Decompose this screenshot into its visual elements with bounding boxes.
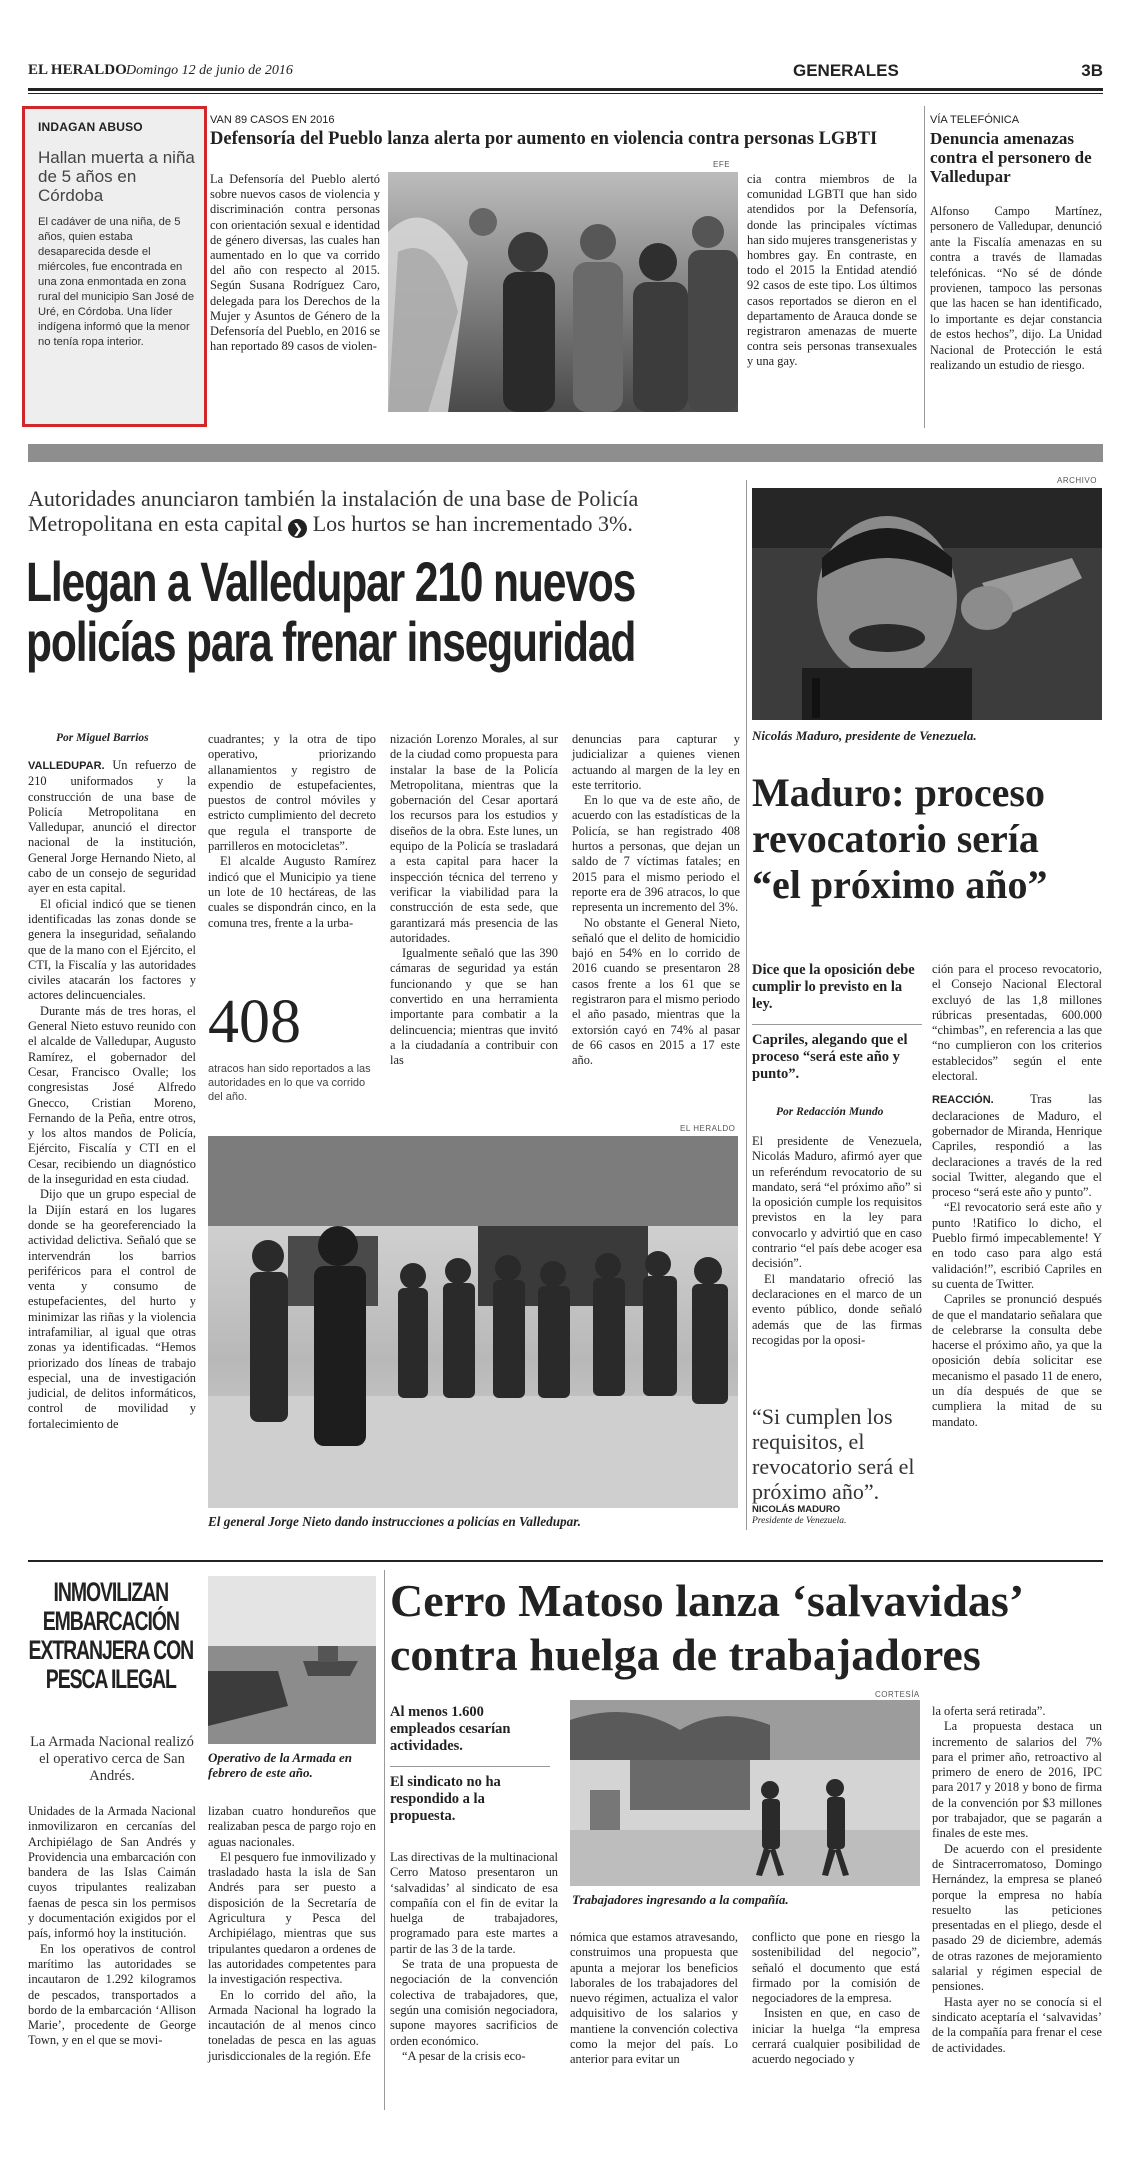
bottom-section-rule bbox=[28, 1560, 1103, 1562]
cerro-col3: conflicto que pone en riesgo la sostenibilidad del negocio”, señaló el documento que está firmado por la comisión de negociadores de la empresa. Insisten en que, en caso de iniciar la huelga “la empresa cerrará cualquier posibilidad de acuerdo negociado y bbox=[752, 1930, 920, 2067]
armada-col2: lizaban cuatro hondureños que realizaban pesca de pargo rojo en aguas nacionales. El pesquero fue inmovilizado y trasladado hasta la isla de San Andrés para ser puesto a disposición de la Secretaría de Agricultura y Pesca del Archipiélago, mientras que sus tripulantes quedaron a ordenes de las autoridades competentes para la investigación respectiva. En lo corrido del año, la Armada Nacional ha logrado la incautación de al menos cinco toneladas de pesca en las aguas jurisdiccionales de la región. Efe bbox=[208, 1804, 376, 2063]
armada-photo bbox=[208, 1576, 376, 1744]
maduro-summary-1: Dice que la oposición debe cumplir lo previsto en la ley. bbox=[752, 962, 915, 1012]
cerro-col2: nómica que estamos atravesando, construimos una propuesta que apunta a mejorar los beneficios laborales de los trabajadores del nuevo régimen, actualiza el valor adquisitivo de los salarios y mantiene la convención colectiva como la mejor del país. Lo anterior para evitar un bbox=[570, 1930, 738, 2067]
police-headline bbox=[26, 552, 771, 672]
cerro-col1: Las directivas de la multinacional Cerro Matoso presentaron un ‘salvadidas’ al sindicato de esa compañía con el fin de evitar la huelga de trabajadores, programado para este martes a partir de las 3 de la tarde. Se trata de una propuesta de negociación de la convención colectiva de trabajadores, que, según una comisión negociadora, supone mayores sacrificios de orden económico. “A pesar de la crisis eco- bbox=[390, 1850, 558, 2063]
cerro-photo-caption: Trabajadores ingresando a la compañía. bbox=[572, 1892, 789, 1907]
quote-role: Presidente de Venezuela. bbox=[752, 1516, 847, 1526]
lgbti-col1: La Defensoría del Pueblo alertó sobre nuevos casos de violencia y discriminación contra personas con orientación sexual e identidad de género diversas, las cuales han aumentado en lo que va corrido del año con respecto al 2015. Según Susana Rodríguez Caro, delegada para los Derechos de la Mujer y Asuntos de Género de la Defensoría del Pueblo, en 2016 se han reportado 89 casos de violen- bbox=[210, 172, 380, 354]
police-col3: nización Lorenzo Morales, al sur de la ciudad como propuesta para instalar la base de la Policía Metropolitana, mientras que la gobernación del Cesar aportará los recursos para los estudios y diseños de la obra. Este lunes, un equipo de la Policía se trasladará a esta capital para hacer la inspección técnica del terreno y verificar la viabilidad para la construcción de esta sede, que garantizará más presencia de las autoridades. Igualmente señaló que las 390 cámaras de seguridad ya están funcionando y que se han convertido en una herramienta importante para combatir a la delincuencia; mientras que invitó a la ciudadanía a contribuir con las bbox=[390, 732, 558, 1068]
cerro-photo-image bbox=[570, 1700, 920, 1886]
police-headline-line1: Llegan a Valledupar 210 nuevos bbox=[26, 550, 636, 613]
maduro-col2: ción para el proceso revocatorio, el Consejo Nacional Electoral excluyó de las 1,8 millones rúbricas presentadas, 600.000 “chimbas”, en referencia a las que “no cumplieron con los criterios establecidos” según el ente electoral. REACCIÓN. Tras las declaraciones de Maduro, el gobernador de Miranda, Henrique Capriles, respondió a las declaraciones a través de la red social Twitter, alegando que el proceso “será este año y punto”. “El revocatorio será este año y punto !Ratifico lo dicho, el Pueblo firmó impecablemente! Y en todo caso para algo está validación!”, escribió Capriles en su cuenta de Twitter. Capriles se pronunció después de que el mandatario señalara que de celebrarse la consulta debe hacerse el próximo año, ya que la oposición debía solicitar ese mecanismo el pasado 11 de enero, un día después de que se cumpliera la mitad de su mandato. bbox=[932, 962, 1102, 1429]
police-col4: denuncias para capturar y judicializar a quienes vienen actuando al margen de la ley en este territorio. En lo que va de este año, de acuerdo con las estadísticas de la Policía, se han registrado 408 hurtos a personas, que dejan un saldo de 7 víctimas fatales; en 2015 para el mismo periodo el reporte era de 396 atracos, lo que representa un incremento del 3%. No obstante el General Nieto, señaló que el delito de homicidio bajó en 54% en lo corrido de 2016 cuando se presentaron 28 casos frente a los 61 que se registraron para el mismo periodo el año pasado, mientras que la extorsión cayó en 74% al pasar de 66 casos en 2015 a 17 este año. bbox=[572, 732, 740, 1068]
lgbti-photo-image bbox=[388, 172, 738, 412]
police-photo-image bbox=[208, 1136, 738, 1508]
column-divider bbox=[746, 480, 747, 1530]
maduro-photo bbox=[752, 488, 1102, 720]
police-col2: cuadrantes; y la otra de tipo operativo, priorizando allanamientos y registro de expendio de estupefacientes, puestos de control móviles y estricto cumplimiento del decreto que regula el transporte de parrilleros en motocicletas”. El alcalde Augusto Ramírez indicó que el Municipio ya tiene un lote de 10 hectáreas, de las cuales se dispondrán cinco, en la comuna tres, frente a la urba- bbox=[208, 732, 376, 930]
phone-kicker: VÍA TELEFÓNICA bbox=[930, 114, 1020, 126]
armada-headline: INMOVILIZAN EMBARCACIÓN EXTRANJERA CON PESCA ILEGAL bbox=[28, 1577, 194, 1694]
phone-text: Alfonso Campo Martínez, personero de Valledupar, denunció ante la Fiscalía amenazas en su contra a través de llamadas telefónicas. “No sé de dónde provienen, tampoco las personas que las hacen se han identificado, lo importante es dejar constancia de estos hechos”, dijo. La Unidad Nacional de Protección le está realizando un estudio de riesgo. bbox=[930, 204, 1102, 373]
column-divider bbox=[924, 106, 925, 428]
cerro-summary-rule bbox=[390, 1766, 550, 1767]
stat-number: 408 bbox=[208, 988, 301, 1056]
armada-col1: Unidades de la Armada Nacional inmovilizaron en cercanías del Archipiélago de San Andrés y Providencia una embarcación con bandera de las Islas Caimán cuyos tripulantes realizaban faenas de pesca sin los permisos y documentación exigidos por el país, informó hoy la institución. En los operativos de control marítimo las autoridades se incautaron de 1.292 kilogramos de pescados, transportados a bordo de la embarcación ‘Allison Marie’, procedente de George Town, y en el que se movi- bbox=[28, 1804, 196, 2048]
cerro-headline-line1: Cerro Matoso lanza ‘salvavidas’ bbox=[390, 1575, 1025, 1626]
police-photo-credit: EL HERALDO bbox=[680, 1124, 736, 1133]
cerro-summary-2: El sindicato no ha respondido a la propuesta. bbox=[390, 1774, 501, 1824]
lgbti-photo bbox=[388, 172, 738, 412]
lgbti-kicker: VAN 89 CASOS EN 2016 bbox=[210, 114, 335, 126]
maduro-headline-line1: Maduro: proceso bbox=[752, 770, 1045, 815]
lgbti-col2: cia contra miembros de la comunidad LGBTI que han sido atendidos por la Defensoría, donde las principales víctimas han sido mujeres transgeneristas y hombres gay. En contraste, en todo el 2015 la Entidad atendió 92 casos de este tipo. Los últimos casos reportados se dieron en el departamento de Arauca donde se registraron amenazas de muerte contra seis personas transexuales y una gay. bbox=[747, 172, 917, 369]
maduro-summary-2: Capriles, alegando que el proceso “será este año y punto”. bbox=[752, 1032, 908, 1082]
armada-photo-image bbox=[208, 1576, 376, 1744]
arrow-circle-icon: ❯ bbox=[288, 519, 307, 538]
issue-date: Domingo 12 de junio de 2016 bbox=[126, 63, 293, 78]
cerro-headline bbox=[390, 1574, 1110, 1682]
phone-headline: Denuncia amenazas contra el personero de Valledupar bbox=[930, 129, 1092, 186]
police-photo-caption: El general Jorge Nieto dando instrucciones a policías en Valledupar. bbox=[208, 1514, 581, 1529]
cerro-headline-line2: contra huelga de trabajadores bbox=[390, 1629, 981, 1680]
maduro-byline: Por Redacción Mundo bbox=[776, 1106, 884, 1118]
armada-summary: La Armada Nacional realizó el operativo cerca de San Andrés. bbox=[30, 1734, 194, 1784]
section-name: GENERALES bbox=[793, 61, 899, 80]
masthead bbox=[28, 58, 1103, 88]
page-number: 3B bbox=[1081, 61, 1103, 80]
section-band bbox=[28, 444, 1103, 462]
column-divider bbox=[384, 1570, 385, 2110]
cerro-photo bbox=[570, 1700, 920, 1886]
maduro-photo-caption: Nicolás Maduro, presidente de Venezuela. bbox=[752, 728, 977, 743]
maduro-headline-line2: revocatorio sería bbox=[752, 816, 1039, 861]
police-deck bbox=[28, 486, 748, 538]
reaccion-label: REACCIÓN. bbox=[932, 1094, 994, 1107]
header-rule-thin bbox=[28, 93, 1103, 94]
maduro-summary-rule bbox=[752, 1024, 922, 1025]
police-deck-line2: Metropolitana en esta capital ❯ Los hurtos se han incrementado 3%. bbox=[28, 511, 633, 536]
brief-text: El cadáver de una niña, de 5 años, quien estaba desaparecida desde el miércoles, fue encontrada en una zona enmontada en zona rural del municipio San José de Uré, en Córdoba. Una líder indígena informó que la menor no tenía ropa interior. bbox=[38, 216, 195, 348]
lgbti-headline: Defensoría del Pueblo lanza alerta por aumento en violencia contra personas LGBTI bbox=[210, 129, 878, 149]
police-photo bbox=[208, 1136, 738, 1508]
paper-name: EL HERALDO bbox=[28, 62, 127, 78]
brief-headline: Hallan muerta a niña de 5 años en Córdoba bbox=[38, 148, 195, 205]
quote-name: NICOLÁS MADURO bbox=[752, 1504, 841, 1515]
armada-photo-caption: Operativo de la Armada en febrero de este año. bbox=[208, 1750, 352, 1780]
cerro-col4: la oferta será retirada”. La propuesta destaca un incremento de salarios del 7% para el primer año, retroactivo al primero de enero de 2016, IPC para 2017 y 2018 y bono de firma de la convención por $3 millones por trabajador, que se pagarán a finales de este mes. De acuerdo con el presidente de Sintracerromatoso, Domingo Hernández, la empresa se planeó porque la empresa no había resuelto las peticiones presentadas en el pliego, desde el pasado 29 de diciembre, además de otras razones de mejoramiento salarial y régimen especial de pensiones. Hasta ayer no se conocía si el sindicato aceptaría el ‘salvavidas’ de la compañía para frenar el cese de actividades. bbox=[932, 1704, 1102, 2055]
maduro-headline-line3: “el próximo año” bbox=[752, 862, 1048, 907]
maduro-photo-image bbox=[752, 488, 1102, 720]
lgbti-photo-credit: EFE bbox=[713, 160, 731, 169]
police-headline-line2: policías para frenar inseguridad bbox=[26, 610, 636, 673]
maduro-photo-credit: ARCHIVO bbox=[1057, 476, 1097, 485]
maduro-quote: “Si cumplen los requisitos, el revocatorio será el próximo año”. bbox=[752, 1404, 915, 1504]
brief-kicker: INDAGAN ABUSO bbox=[38, 120, 143, 134]
police-dateline: VALLEDUPAR. bbox=[28, 760, 105, 772]
stat-text: atracos han sido reportados a las autoridades en lo que va corrido del año. bbox=[208, 1063, 371, 1103]
cerro-photo-credit: CORTESÍA bbox=[875, 1690, 920, 1699]
police-byline: Por Miguel Barrios bbox=[56, 732, 149, 744]
maduro-col1: El presidente de Venezuela, Nicolás Maduro, afirmó ayer que un referéndum revocatorio de su mandato, será “el próximo año” si la oposición cumple los requisitos previstos en la ley para convocarlo y advirtió que en caso contrario “el país debe acoger esa decisión”. El mandatario ofreció las declaraciones en el marco de un evento público, donde señaló además que de las firmas recogidas por la oposi- bbox=[752, 1134, 922, 1347]
police-deck-line1: Autoridades anunciaron también la instalación de una base de Policía bbox=[28, 486, 639, 511]
police-col1: VALLEDUPAR. Un refuerzo de 210 uniformados y la construcción de una base de Policía Metropolitana en Valledupar, anunció el director nacional de la institución, General Jorge Hernando Nieto, al cabo de un consejo de seguridad ayer en esta capital. El oficial indicó que se tienen identificadas las zonas donde se genera la inseguridad, señalando que de la mano con el Ejército, el CTI, la Fiscalía y las autoridades civiles atacarán los factores y actores delincuenciales. Durante más de tres horas, el General Nieto estuvo reunido con el alcalde de Valledupar, Augusto Ramírez, el gobernador del Cesar, Francisco Ovalle; los congresistas José Alfredo Gnecco, Cristian Moreno, Fernando de la Peña, entre otros, y los altos mandos de Policía, Ejército, Fiscalía y CTI en el Cesar, recibiendo un diagnóstico de la inseguridad en esta ciudad. Dijo que un grupo especial de la Dijín estará en los lugares donde se ha georeferenciado la actividad delictiva. Señaló que se intervendrán los barrios periféricos para el control de venta y consumo de estupefacientes, del hurto y minimizar las riñas y la violencia intrafamiliar, al igual que otras zonas ya identificadas. “Hemos priorizado dos líneas de trabajo especial, una de investigación judicial, de delitos informáticos, control de movilidad y fortalecimiento de bbox=[28, 758, 196, 1431]
maduro-headline bbox=[752, 770, 1102, 908]
brief-content bbox=[38, 120, 198, 350]
header-rule bbox=[28, 88, 1103, 91]
cerro-summary-1: Al menos 1.600 empleados cesarían actividades. bbox=[390, 1704, 511, 1754]
